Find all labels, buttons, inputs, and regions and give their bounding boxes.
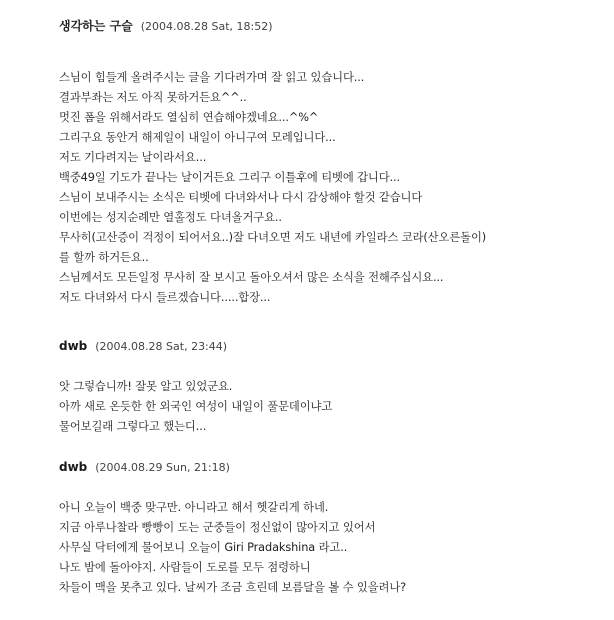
comment-line: 를 할까 하거든요.. xyxy=(59,251,149,264)
comment-timestamp: (2004.08.29 Sun, 21:18) xyxy=(95,461,230,474)
comment-line: 차들이 맥을 못추고 있다. 날씨가 조금 흐린데 보름달을 볼 수 있을려나? xyxy=(59,581,407,594)
comment-header xyxy=(59,457,599,475)
comment-line: 사무실 닥터에게 물어보니 오늘이 Giri Pradakshina 라고.. xyxy=(59,541,348,554)
comment-line: 아니 오늘이 백중 맞구만. 아니라고 해서 헷갈리게 하네. xyxy=(59,501,329,514)
comment-author: dwb xyxy=(59,339,88,353)
comment-body xyxy=(59,498,599,598)
comment-timestamp: (2004.08.28 Sat, 23:44) xyxy=(95,340,228,353)
comment-line: 지금 아루나찰라 빵빵이 도는 군중들이 정신없이 많아지고 있어서 xyxy=(59,521,376,534)
comment-line: 스님이 보내주시는 소식은 티벳에 다녀와서나 다시 감상해야 할것 같습니다 xyxy=(59,191,423,204)
comment-line: 물어보길래 그렇다고 했는디... xyxy=(59,420,207,433)
comment-line: 백중49일 기도가 끝나는 날이거든요 그리구 이틀후에 티벳에 갑니다... xyxy=(59,171,401,184)
comment-line: 스님이 힘들게 올려주시는 글을 기다려가며 잘 읽고 있습니다... xyxy=(59,71,365,84)
comment-line: 스님께서도 모든일정 무사히 잘 보시고 돌아오셔서 많은 소식을 전해주십시요... xyxy=(59,271,444,284)
comment-line: 저도 다녀와서 다시 들르겠습니다.....합장... xyxy=(59,291,271,304)
comment xyxy=(59,457,599,598)
comment-line: 그리구요 동안거 해제일이 내일이 아니구여 모레입니다... xyxy=(59,131,336,144)
comment-header xyxy=(59,16,599,34)
comment-line: 무사히(고산증이 걱정이 되어서요..)잘 다녀오면 저도 내년에 카일라스 코라(산오른돌이) xyxy=(59,231,487,244)
comment-line: 앗 그렇습니까! 잘못 알고 있었군요. xyxy=(59,380,233,393)
comment-line: 이번에는 성지순례만 열홀정도 다녀올거구요.. xyxy=(59,211,282,224)
comment-author: dwb xyxy=(59,460,88,474)
comment-line: 나도 밤에 돌아야지. 사람들이 도로를 모두 점령하니 xyxy=(59,561,311,574)
comment xyxy=(59,336,599,437)
comment-author: 생각하는 구슬 xyxy=(59,19,133,33)
comment xyxy=(59,16,599,308)
comment-line: 아까 새로 온듯한 한 외국인 여성이 내일이 풀문데이냐고 xyxy=(59,400,333,413)
comment-timestamp: (2004.08.28 Sat, 18:52) xyxy=(140,20,273,33)
comment-line: 멋진 폼을 위해서라도 열심히 연습해야겠네요...^%^ xyxy=(59,111,319,124)
comment-line: 저도 기다려지는 날이라서요... xyxy=(59,151,207,164)
comment-body xyxy=(59,377,599,437)
comment-body xyxy=(59,68,599,308)
comment-line: 결과부좌는 저도 아직 못하거든요^^.. xyxy=(59,91,247,104)
comment-header xyxy=(59,336,599,354)
